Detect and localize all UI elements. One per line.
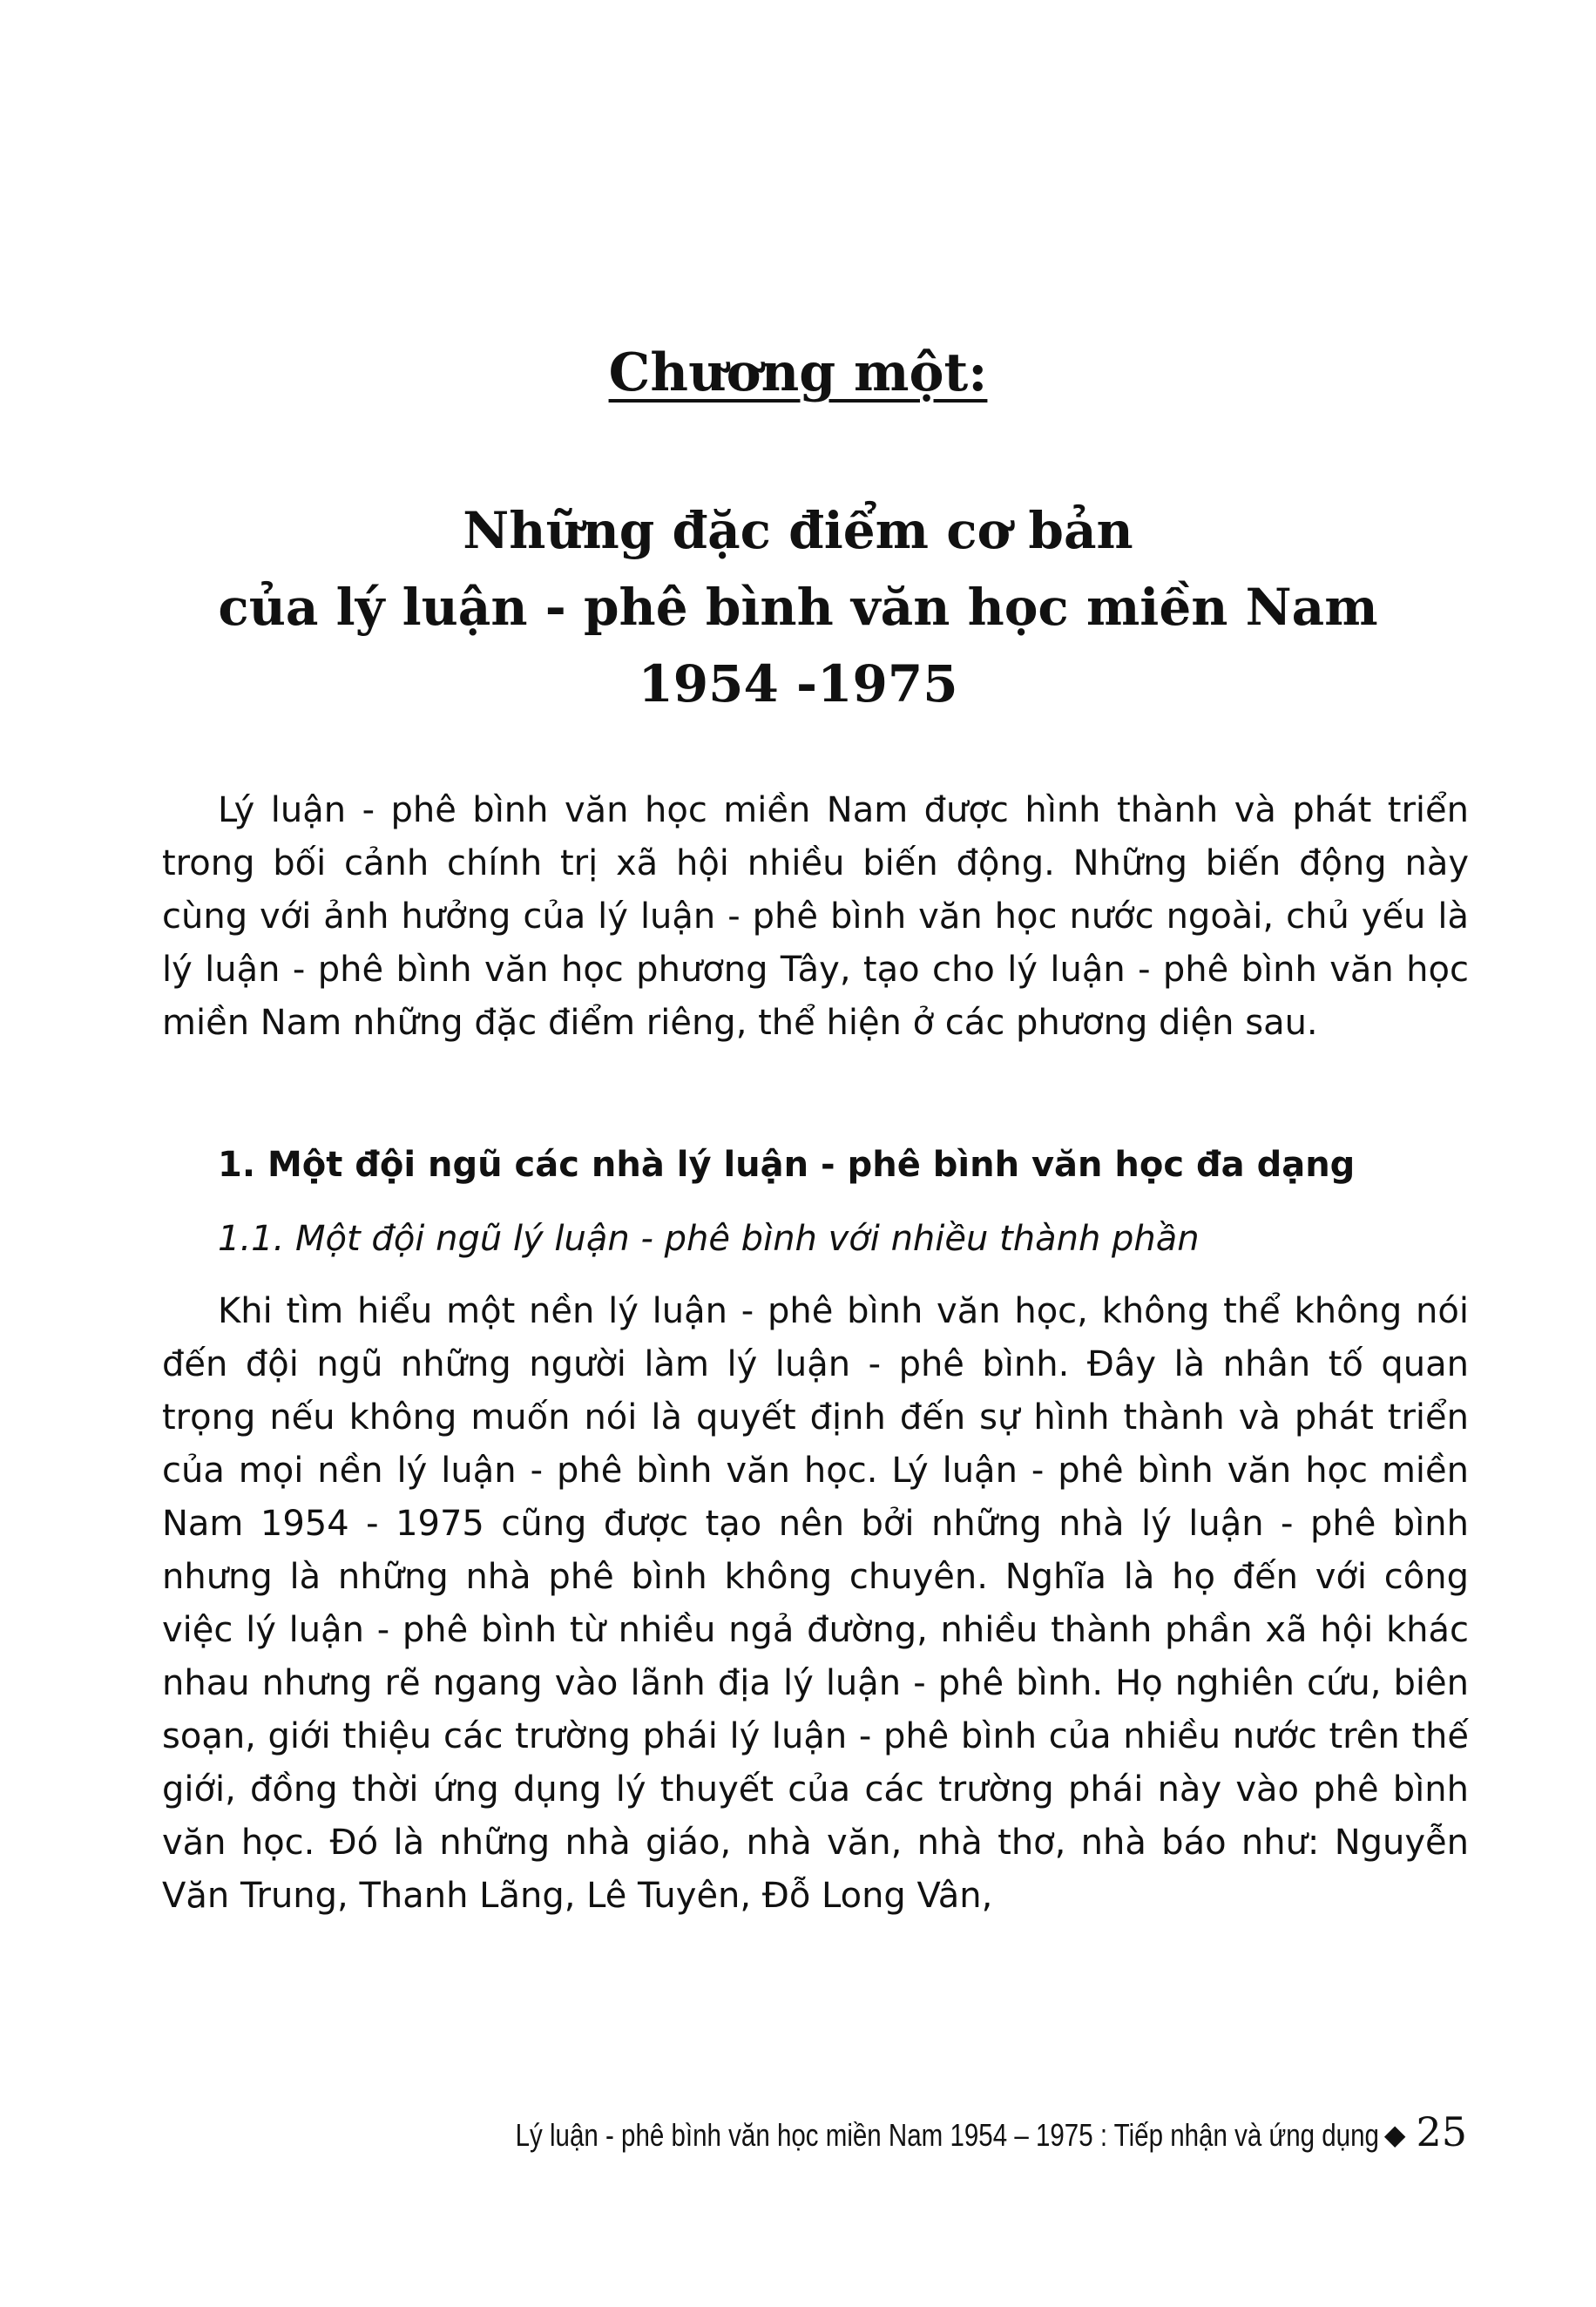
intro-section [162,784,1469,1050]
chapter-title-line-1: Những đặc điểm cơ bản [463,501,1133,560]
intro-paragraph: Lý luận - phê bình văn học miền Nam được hình thành và phát triển trong bối cảnh chính trị xã hội nhiều biến động. Những biến động này cùng với ảnh hưởng của lý luận - phê bình văn học nước ngoài, chủ yếu là lý luận - phê bình văn học phương Tây, tạo cho lý luận - phê bình văn học miền Nam những đặc điểm riêng, thể hiện ở các phương diện sau. [162,790,1469,1043]
body-section [162,1285,1469,1923]
page-footer [326,2110,1467,2157]
subsection-heading: 1.1. Một đội ngũ lý luận - phê bình với nhiều thành phần [218,1219,1200,1259]
section-heading: 1. Một đội ngũ các nhà lý luận - phê bình văn học đa dạng [218,1145,1356,1185]
chapter-label-text: Chương một: [608,342,988,403]
page-number: 25 [1416,2108,1467,2155]
chapter-title-line-3: 1954 -1975 [638,654,958,714]
chapter-title-line-2: của lý luận - phê bình văn học miền Nam [218,578,1378,637]
chapter-title [0,492,1596,722]
body-paragraph: Khi tìm hiểu một nền lý luận - phê bình văn học, không thể không nói đến đội ngũ những người làm lý luận - phê bình. Đây là nhân tố quan trọng nếu không muốn nói là quyết định đến sự hình thành và phát triển của mọi nền lý luận - phê bình văn học. Lý luận - phê bình văn học miền Nam 1954 - 1975 cũng được tạo nên bởi những nhà lý luận - phê bình nhưng là những nhà phê bình không chuyên. Nghĩa là họ đến với công việc lý luận - phê bình từ nhiều ngả đường, nhiều thành phần xã hội khác nhau nhưng rẽ ngang vào lãnh địa lý luận - phê bình. Họ nghiên cứu, biên soạn, giới thiệu các trường phái lý luận - phê bình của nhiều nước trên thế giới, đồng thời ứng dụng lý thuyết của các trường phái này vào phê bình văn học. Đó là những nhà giáo, nhà văn, nhà thơ, nhà báo như: Nguyễn Văn Trung, Thanh Lãng, Lê Tuyên, Đỗ Long Vân, [162,1291,1469,1916]
chapter-label [0,338,1596,408]
running-title: Lý luận - phê bình văn học miền Nam 1954 – 1975 : Tiếp nhận và ứng dụng [515,2117,1379,2153]
diamond-icon: ◆ [1383,2119,1406,2150]
